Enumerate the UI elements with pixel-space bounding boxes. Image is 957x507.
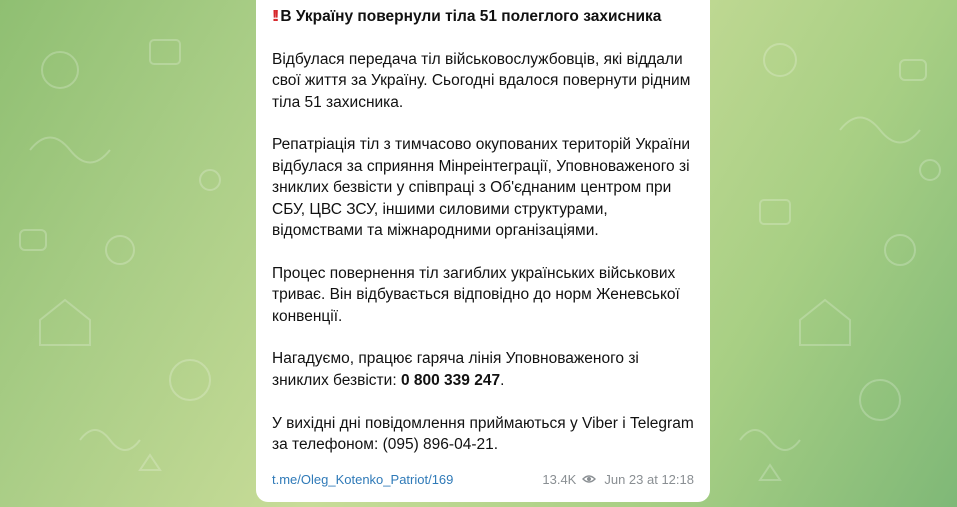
message-meta	[542, 472, 694, 487]
message-footer	[272, 470, 694, 488]
message-date: Jun 23 at 12:18	[604, 471, 694, 487]
message-title-text: В Україну повернули тіла 51 полеглого захисника	[280, 8, 662, 25]
views-count: 13.4K	[542, 471, 577, 487]
double-exclamation-icon: !!	[272, 8, 277, 25]
hotline-end: .	[500, 371, 505, 389]
weekend-phone: (095) 896-04-21	[382, 436, 494, 454]
message-paragraph-1: Відбулася передача тіл військовослужбовців, які віддали свої життя за Україну. Сьогодні вдалося повернути рідним тіла 51 захисника.	[272, 50, 691, 111]
message-paragraph-5	[272, 413, 694, 456]
message-paragraph-4	[272, 348, 694, 391]
hotline-phone: 0 800 339 247	[400, 371, 501, 389]
message-bubble	[256, 0, 710, 502]
message-paragraph-3: Процес повернення тіл загиблих українських військових триває. Він відбувається відповідно до норм Женевської конвенції.	[272, 264, 680, 325]
post-link[interactable]: t.me/Oleg_Kotenko_Patriot/169	[272, 471, 454, 487]
eye-icon	[582, 474, 596, 484]
weekend-text: У вихідні дні повідомлення приймаються у Viber і Telegram за телефоном:	[272, 414, 694, 454]
weekend-end: .	[493, 436, 499, 454]
message-paragraph-2: Репатріація тіл з тимчасово окупованих територій України відбулася за сприяння Мінреінтеграції, Уповноваженого зі зниклих безвісти у співпраці з Об'єднаним центром при СБУ, ЦВС ЗСУ, іншими силовими структурами, відомствами та міжнародними організаціями.	[272, 136, 691, 240]
message-title	[272, 6, 694, 27]
hotline-text: Нагадуємо, працює гаряча лінія Уповноваженого зі зниклих безвісти:	[272, 350, 639, 389]
